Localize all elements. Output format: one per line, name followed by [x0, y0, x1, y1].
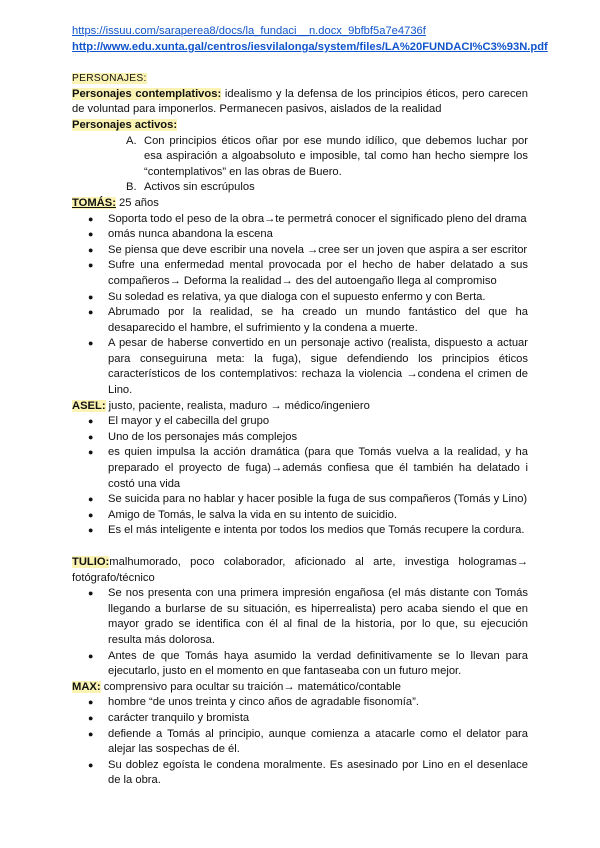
tomas-name: TOMÁS: — [72, 196, 116, 209]
activos-heading — [72, 118, 528, 134]
list-item: ● Sufre una enfermedad mental provocada por el hecho de haber delatado a sus compañeros→ Deforma la realidad→ des del autoengaño llega al compromiso — [72, 258, 528, 289]
max-heading — [72, 680, 528, 696]
tomas-list — [72, 212, 528, 399]
asel-heading — [72, 399, 528, 415]
list-item: ● Se piensa que deve escribir una novela →cree ser un joven que aspira a ser escritor — [72, 243, 528, 259]
tulio-heading — [72, 555, 528, 586]
contemplativos-paragraph — [72, 87, 528, 118]
personajes-label: PERSONAJES: — [72, 73, 147, 85]
contemplativos-text: idealismo y la defensa de los principios éticos, pero carecen de voluntad para imponerlos. Permanecen pasivos, aislados de la realidad — [72, 87, 528, 116]
list-item-text: Con principios éticos oñar por ese mundo idílico, que debemos luchar por esa aspiración a algoabsoluto e imposible, tal como han hecho siempre los “contemplativos” en las obras de Buero. — [144, 134, 528, 178]
list-item: ● Es el más inteligente e intenta por todos los medios que Tomás recupere la cordura. — [72, 523, 528, 539]
list-item: ● omás nunca abandona la escena — [72, 227, 528, 243]
tulio-list — [72, 586, 528, 680]
list-item: ● Uno de los personajes más complejos — [72, 430, 528, 446]
tomas-heading — [72, 196, 528, 212]
list-item — [72, 134, 528, 181]
list-item — [72, 180, 528, 196]
list-item: ● Amigo de Tomás, le salva la vida en su intento de suicidio. — [72, 508, 528, 524]
personajes-heading — [72, 71, 528, 87]
list-item: ● El mayor y el cabecilla del grupo — [72, 414, 528, 430]
activos-list — [72, 134, 528, 196]
list-item: ● A pesar de haberse convertido en un personaje activo (realista, dispuesto a actuar para conseguiruna meta: la fuga), sigue defendiendo los principios éticos característicos de los contemplativos: rechaza la violencia →condena el crimen de Lino. — [72, 336, 528, 398]
list-item-text: Activos sin escrúpulos — [144, 181, 255, 194]
spacer — [72, 539, 528, 555]
list-marker: A. — [126, 134, 137, 147]
list-item: ● hombre “de unos treinta y cinco años de agradable fisonomía”. — [72, 695, 528, 711]
max-name: MAX: — [72, 680, 101, 693]
issuu-link[interactable]: https://issuu.com/saraperea8/docs/la_fundaci__n.docx_9bfbf5a7e4736f — [72, 25, 426, 37]
list-item: ● Abrumado por la realidad, se ha creado un mundo fantástico del que ha desaparecido el hambre, el sufrimiento y la condena a muerte. — [72, 305, 528, 336]
asel-intro: justo, paciente, realista, maduro → médico/ingeniero — [105, 399, 370, 412]
list-item: ● Antes de que Tomás haya asumido la verdad definitivamente se lo llevan para ejecutarlo, justo en el momento en que fantaseaba con un futuro mejor. — [72, 649, 528, 680]
asel-list — [72, 414, 528, 539]
xunta-pdf-link[interactable]: http://www.edu.xunta.gal/centros/iesvilalonga/system/files/LA%20FUNDACI%C3%93N.pdf — [72, 40, 548, 53]
activos-title: Personajes activos: — [72, 118, 178, 131]
list-item: ● es quien impulsa la acción dramática (para que Tomás vuelva a la realidad, y ha preparado el proyecto de fuga)→además confiesa que él también ha delatado i costó una vida — [72, 445, 528, 492]
tulio-intro: malhumorado, poco colaborador, aficionado al arte, investiga hologramas→ fotógrafo/técnico — [72, 556, 528, 584]
list-item: ● carácter tranquilo y bromista — [72, 711, 528, 727]
max-intro: comprensivo para ocultar su traición→ matemático/contable — [100, 680, 401, 693]
list-marker: B. — [126, 181, 137, 194]
contemplativos-title: Personajes contemplativos: — [72, 87, 222, 100]
list-item: ● Se nos presenta con una primera impresión engañosa (el más distante con Tomás llegando a burlarse de su situación, es hiperrealista) pero acaba siendo el que en mayor grado se identifica con él al final de la historia, por lo que, su ejecución resulta más dolorosa. — [72, 586, 528, 648]
max-list — [72, 695, 528, 789]
list-item: ● Su doblez egoísta le condena moralmente. Es asesinado por Lino en el desenlace de la obra. — [72, 758, 528, 789]
list-item: ● Se suicida para no hablar y hacer posible la fuga de sus compañeros (Tomás y Lino) — [72, 492, 528, 508]
list-item: ● defiende a Tomás al principio, aunque comienza a atacarle como el delator para alejar las sospechas de él. — [72, 727, 528, 758]
list-item: ● Soporta todo el peso de la obra→te permetrá conocer el significado pleno del drama — [72, 212, 528, 228]
tulio-name: TULIO: — [72, 556, 110, 568]
list-item: ● Su soledad es relativa, ya que dialoga con el supuesto enfermo y con Berta. — [72, 290, 528, 306]
tomas-intro: 25 años — [115, 196, 159, 209]
document-page — [72, 24, 548, 789]
asel-name: ASEL: — [72, 399, 106, 412]
spacer — [72, 55, 528, 71]
